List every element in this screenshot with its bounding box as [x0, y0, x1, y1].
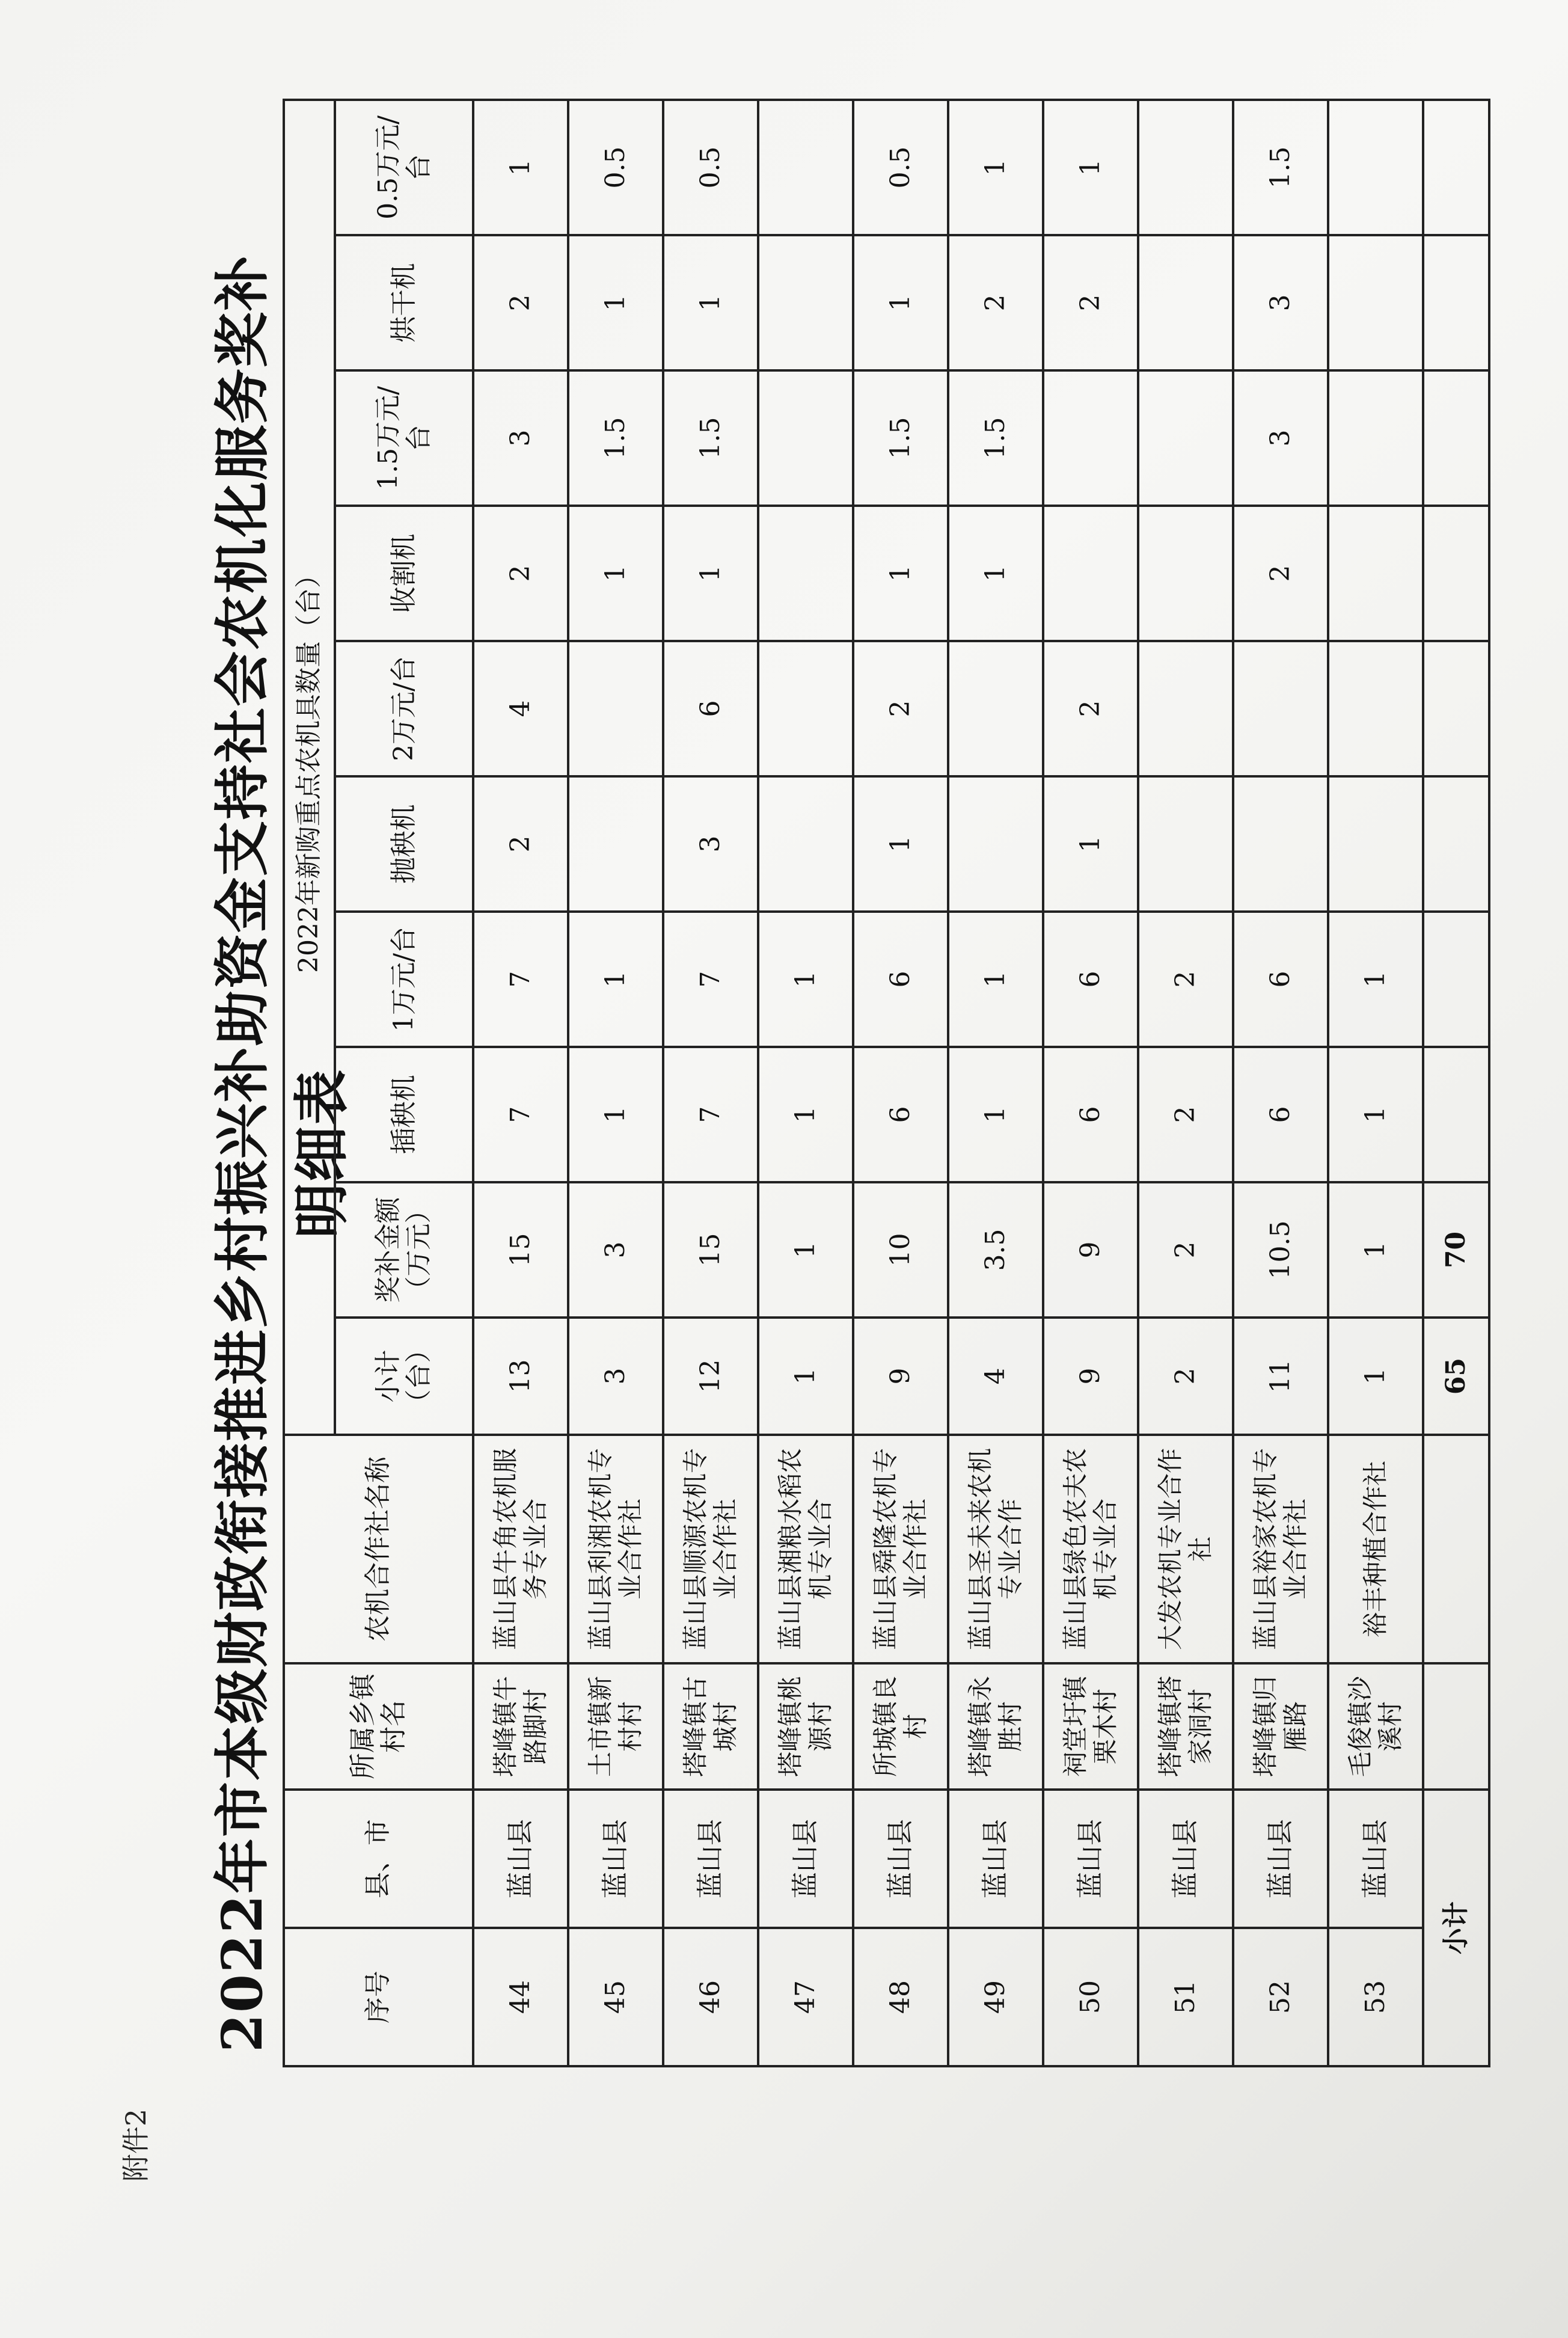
row-town-village: 塔峰镇桃源村	[758, 1663, 853, 1790]
total-subtotal: 65	[1423, 1318, 1489, 1435]
row-dryer-count: 1	[568, 235, 663, 370]
header-seeder-rate: 2万元/台	[335, 641, 473, 776]
row-harvester-amount: 3	[473, 370, 568, 506]
row-dryer-count: 2	[948, 235, 1043, 370]
table-row	[1138, 100, 1233, 2066]
row-harvester-amount	[1138, 370, 1233, 506]
row-harvester-count: 1	[853, 506, 948, 641]
row-dryer-amount: 1.5	[1233, 100, 1328, 235]
row-harvester-count	[1138, 506, 1233, 641]
row-seeder-count	[1138, 776, 1233, 912]
row-transplanter-amount: 7	[663, 912, 758, 1047]
row-seeder-amount: 4	[473, 641, 568, 776]
row-town-village: 塔峰镇永胜村	[948, 1663, 1043, 1790]
row-amount: 15	[663, 1182, 758, 1318]
row-harvester-count	[1328, 506, 1423, 641]
document-title: 2022年市本级财政衔接推进乡村振兴补助资金支持社会农机化服务奖补明细表	[210, 254, 354, 2053]
table-row	[1328, 100, 1423, 2066]
row-transplanter-count: 2	[1138, 1047, 1233, 1182]
row-coop-name: 蓝山县圣未来农机专业合作	[948, 1435, 1043, 1663]
row-harvester-count: 1	[568, 506, 663, 641]
row-county: 蓝山县	[1328, 1790, 1423, 1928]
row-amount: 1	[1328, 1182, 1423, 1318]
row-dryer-amount: 1	[473, 100, 568, 235]
row-dryer-count: 2	[473, 235, 568, 370]
row-harvester-count: 1	[948, 506, 1043, 641]
row-town-village: 塔峰镇归雁路	[1233, 1663, 1328, 1790]
row-amount: 2	[1138, 1182, 1233, 1318]
header-transplanter: 插秧机	[335, 1047, 473, 1182]
row-seeder-count: 1	[853, 776, 948, 912]
header-harvester-rate: 1.5万元/台	[335, 370, 473, 506]
row-dryer-amount: 1	[1043, 100, 1138, 235]
row-harvester-amount: 1.5	[663, 370, 758, 506]
row-dryer-amount	[758, 100, 853, 235]
header-harvester: 收割机	[335, 506, 473, 641]
row-dryer-count: 1	[853, 235, 948, 370]
total-empty-cell	[1423, 776, 1489, 912]
total-empty-cell	[1423, 235, 1489, 370]
row-amount: 1	[758, 1182, 853, 1318]
total-empty-cell	[1423, 370, 1489, 506]
row-dryer-count	[1138, 235, 1233, 370]
row-harvester-count	[1043, 506, 1138, 641]
row-transplanter-count: 6	[853, 1047, 948, 1182]
total-empty-cell	[1423, 912, 1489, 1047]
row-seeder-amount: 2	[1043, 641, 1138, 776]
row-coop-name: 蓝山县绿色农夫农机专业合	[1043, 1435, 1138, 1663]
total-empty-cell	[1423, 641, 1489, 776]
row-seq: 52	[1233, 1928, 1328, 2066]
total-empty-cell	[1423, 1047, 1489, 1182]
row-town-village: 塔峰镇牛路脚村	[473, 1663, 568, 1790]
row-coop-name: 蓝山县裕家农机专业合作社	[1233, 1435, 1328, 1663]
row-transplanter-amount: 2	[1138, 912, 1233, 1047]
row-seeder-count	[758, 776, 853, 912]
row-town-village: 塔峰镇古城村	[663, 1663, 758, 1790]
row-transplanter-count: 7	[473, 1047, 568, 1182]
row-transplanter-amount: 1	[568, 912, 663, 1047]
row-coop-name: 蓝山县利湘农机专业合作社	[568, 1435, 663, 1663]
row-county: 蓝山县	[758, 1790, 853, 1928]
row-transplanter-amount: 6	[1043, 912, 1138, 1047]
row-dryer-count	[1328, 235, 1423, 370]
row-amount: 10.5	[1233, 1182, 1328, 1318]
subsidy-table	[283, 99, 1490, 2067]
row-subtotal: 11	[1233, 1318, 1328, 1435]
row-transplanter-count: 1	[1328, 1047, 1423, 1182]
row-coop-name: 大发农机专业合作社	[1138, 1435, 1233, 1663]
total-label: 小计	[1423, 1790, 1489, 2066]
row-seeder-amount: 6	[663, 641, 758, 776]
row-harvester-count: 2	[1233, 506, 1328, 641]
row-transplanter-amount: 7	[473, 912, 568, 1047]
row-harvester-amount: 3	[1233, 370, 1328, 506]
row-county: 蓝山县	[1043, 1790, 1138, 1928]
table-row	[758, 100, 853, 2066]
table-row	[568, 100, 663, 2066]
attachment-label: 附件2	[120, 2108, 152, 2182]
row-seq: 44	[473, 1928, 568, 2066]
row-county: 蓝山县	[663, 1790, 758, 1928]
row-transplanter-count: 1	[758, 1047, 853, 1182]
row-transplanter-count: 7	[663, 1047, 758, 1182]
row-seeder-count	[948, 776, 1043, 912]
row-county: 蓝山县	[1233, 1790, 1328, 1928]
row-county: 蓝山县	[568, 1790, 663, 1928]
row-transplanter-count: 1	[948, 1047, 1043, 1182]
row-county: 蓝山县	[473, 1790, 568, 1928]
table-row	[1233, 100, 1328, 2066]
row-dryer-count: 3	[1233, 235, 1328, 370]
row-harvester-count: 1	[663, 506, 758, 641]
row-harvester-count	[758, 506, 853, 641]
row-town-village: 祠堂圩镇栗木村	[1043, 1663, 1138, 1790]
row-county: 蓝山县	[1138, 1790, 1233, 1928]
row-subtotal: 1	[1328, 1318, 1423, 1435]
row-coop-name: 裕丰种植合作社	[1328, 1435, 1423, 1663]
row-harvester-amount: 1.5	[948, 370, 1043, 506]
row-seeder-amount	[948, 641, 1043, 776]
header-town-village: 所属乡镇村名	[284, 1663, 473, 1790]
row-seeder-count: 2	[473, 776, 568, 912]
row-transplanter-count: 6	[1043, 1047, 1138, 1182]
row-amount: 10	[853, 1182, 948, 1318]
table-row	[1043, 100, 1138, 2066]
row-harvester-amount: 1.5	[568, 370, 663, 506]
row-transplanter-amount: 6	[853, 912, 948, 1047]
row-transplanter-amount: 6	[1233, 912, 1328, 1047]
header-seq: 序号	[284, 1928, 473, 2066]
row-harvester-amount	[1043, 370, 1138, 506]
row-dryer-amount: 0.5	[568, 100, 663, 235]
row-seeder-amount	[758, 641, 853, 776]
header-dryer: 烘干机	[335, 235, 473, 370]
row-transplanter-amount: 1	[1328, 912, 1423, 1047]
row-transplanter-amount: 1	[758, 912, 853, 1047]
row-subtotal: 9	[853, 1318, 948, 1435]
row-subtotal: 4	[948, 1318, 1043, 1435]
header-machine-group: 2022年新购重点农机具数量（台）	[284, 100, 335, 1435]
row-harvester-amount: 1.5	[853, 370, 948, 506]
total-empty-cell	[1423, 506, 1489, 641]
row-amount: 15	[473, 1182, 568, 1318]
row-transplanter-amount: 1	[948, 912, 1043, 1047]
row-seeder-count: 3	[663, 776, 758, 912]
row-town-village: 塔峰镇塔家洞村	[1138, 1663, 1233, 1790]
row-seeder-count	[1233, 776, 1328, 912]
header-amount: 奖补金额（万元）	[335, 1182, 473, 1318]
row-seq: 50	[1043, 1928, 1138, 2066]
row-town-village: 毛俊镇沙溪村	[1328, 1663, 1423, 1790]
header-transplanter-rate: 1万元/台	[335, 912, 473, 1047]
row-subtotal: 2	[1138, 1318, 1233, 1435]
table-row	[663, 100, 758, 2066]
total-amount: 70	[1423, 1182, 1489, 1318]
row-harvester-amount	[758, 370, 853, 506]
row-transplanter-count: 1	[568, 1047, 663, 1182]
row-dryer-amount: 0.5	[663, 100, 758, 235]
row-seq: 45	[568, 1928, 663, 2066]
row-dryer-amount	[1328, 100, 1423, 235]
table-row	[853, 100, 948, 2066]
row-seq: 49	[948, 1928, 1043, 2066]
row-subtotal: 12	[663, 1318, 758, 1435]
row-seeder-count	[1328, 776, 1423, 912]
row-harvester-amount	[1328, 370, 1423, 506]
row-dryer-amount: 1	[948, 100, 1043, 235]
row-seq: 46	[663, 1928, 758, 2066]
row-amount: 3.5	[948, 1182, 1043, 1318]
row-subtotal: 13	[473, 1318, 568, 1435]
row-seeder-count	[568, 776, 663, 912]
row-subtotal: 3	[568, 1318, 663, 1435]
row-dryer-amount: 0.5	[853, 100, 948, 235]
row-dryer-count	[758, 235, 853, 370]
row-subtotal: 1	[758, 1318, 853, 1435]
row-seq: 51	[1138, 1928, 1233, 2066]
row-amount: 9	[1043, 1182, 1138, 1318]
table-row	[948, 100, 1043, 2066]
total-empty-cell	[1423, 1663, 1489, 1790]
header-coop-name: 农机合作社名称	[284, 1435, 473, 1663]
table-total-row	[1423, 100, 1489, 2066]
row-dryer-amount	[1138, 100, 1233, 235]
total-empty-cell	[1423, 100, 1489, 235]
header-dryer-rate: 0.5万元/台	[335, 100, 473, 235]
row-coop-name: 蓝山县顺源农机专业合作社	[663, 1435, 758, 1663]
row-seeder-amount	[1233, 641, 1328, 776]
row-seq: 53	[1328, 1928, 1423, 2066]
row-seq: 48	[853, 1928, 948, 2066]
row-seeder-amount: 2	[853, 641, 948, 776]
row-seeder-amount	[1138, 641, 1233, 776]
row-county: 蓝山县	[948, 1790, 1043, 1928]
row-transplanter-count: 6	[1233, 1047, 1328, 1182]
header-seeder: 抛秧机	[335, 776, 473, 912]
row-town-village: 所城镇良村	[853, 1663, 948, 1790]
row-county: 蓝山县	[853, 1790, 948, 1928]
row-coop-name: 蓝山县湘粮水稻农机专业合	[758, 1435, 853, 1663]
row-subtotal: 9	[1043, 1318, 1138, 1435]
header-county: 县、市	[284, 1790, 473, 1928]
row-town-village: 土市镇新村村	[568, 1663, 663, 1790]
table-row	[473, 100, 568, 2066]
row-coop-name: 蓝山县牛角农机服务专业合	[473, 1435, 568, 1663]
row-coop-name: 蓝山县舜隆农机专业合作社	[853, 1435, 948, 1663]
row-seeder-amount	[1328, 641, 1423, 776]
row-seeder-amount	[568, 641, 663, 776]
row-harvester-count: 2	[473, 506, 568, 641]
total-empty-cell	[1423, 1435, 1489, 1663]
table-body	[473, 100, 1423, 2066]
row-amount: 3	[568, 1182, 663, 1318]
row-dryer-count: 2	[1043, 235, 1138, 370]
row-dryer-count: 1	[663, 235, 758, 370]
row-seeder-count: 1	[1043, 776, 1138, 912]
row-seq: 47	[758, 1928, 853, 2066]
header-subtotal: 小计（台）	[335, 1318, 473, 1435]
